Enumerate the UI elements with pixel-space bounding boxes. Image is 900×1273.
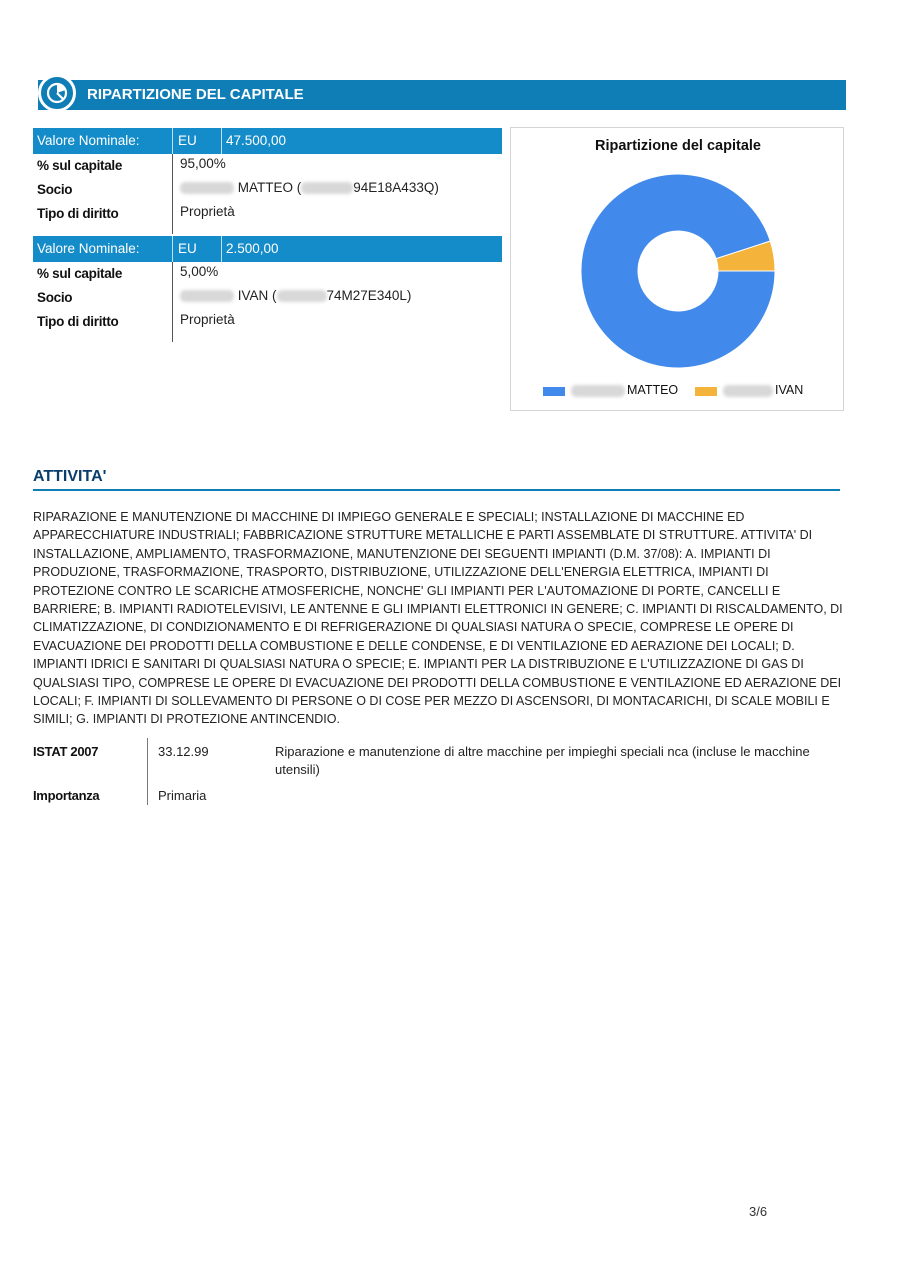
nominal-amount: 2.500,00 [226,241,279,256]
importanza-value: Primaria [158,788,207,803]
row-key: Socio [37,290,73,305]
row-value: 5,00% [180,264,219,279]
row-key: % sul capitale [37,266,123,281]
nominal-label: Valore Nominale: [37,133,140,148]
row-key: Tipo di diritto [37,314,119,329]
row-value: Proprietà [180,204,235,219]
page-number: 3/6 [749,1204,768,1219]
attivita-underline [33,489,840,491]
legend-label: MATTEO [627,383,679,397]
istat-description: Riparazione e manutenzione di altre macchine per impieghi speciali nca (incluse le macchine utensili) [275,744,810,777]
share-header [33,128,502,154]
legend-swatch [543,387,565,396]
share-block [33,128,502,236]
pie-slice-matteo [581,174,775,368]
donut-chart [511,128,843,410]
currency: EU [178,133,197,148]
share-row [33,262,502,284]
redacted-code [277,290,327,302]
redacted-surname [723,385,773,397]
currency: EU [178,241,197,256]
share-row [33,286,502,308]
legend-label: IVAN [775,383,804,397]
share-block [33,236,502,344]
importanza-label: Importanza [33,788,100,803]
row-key: Tipo di diritto [37,206,119,221]
share-row [33,310,502,332]
nominal-amount: 47.500,00 [226,133,287,148]
share-row [33,178,502,200]
redacted-surname [180,290,234,302]
attivita-title: ATTIVITA' [33,468,107,485]
attivita-description: RIPARAZIONE E MANUTENZIONE DI MACCHINE DI IMPIEGO GENERALE E SPECIALI; INSTALLAZIONE DI MACCHINE ED APPARECCHIATURE INDUSTRIALI; FABBRICAZIONE STRUTTURE METALLICHE E PARTI ASSEMBLATE DI STRUTTURE. ATTIVITA' DI INSTALLAZIONE, AMPLIAMENTO, TRASFORMAZIONE, MANUTENZIONE DEI SEGUENTI IMPIANTI (D.M. 37/08): A. IMPIANTI DI PRODUZIONE, TRASFORMAZIONE, TRASPORTO, DISTRIBUZIONE, UTILIZZAZIONE DELL'ENERGIA ELETTRICA, IMPIANTI DI PROTEZIONE CONTRO LE SCARICHE ATMOSFERICHE, NONCHE' GLI IMPIANTI PER L'AUTOMAZIONE DI PORTE, CANCELLI E BARRIERE; B. IMPIANTI RADIOTELEVISIVI, LE ANTENNE E GLI IMPIANTI ELETTRONICI IN GENERE; C. IMPIANTI DI RISCALDAMENTO, DI CLIMATIZZAZIONE, DI CONDIZIONAMENTO E DI REFRIGERAZIONE DI QUALSIASI NATURA O SPECIE, COMPRESE LE OPERE DI EVACUAZIONE DEI PRODOTTI DELLA COMBUSTIONE E DELLE CONDENSE, E DI VENTILAZIONE ED AERAZIONE DEI LOCALI; D. IMPIANTI IDRICI E SANITARI DI QUALSIASI NATURA O SPECIE; E. IMPIANTI PER LA DISTRIBUZIONE E L'UTILIZZAZIONE DI GAS DI QUALSIASI TIPO, COMPRESE LE OPERE DI EVACUAZIONE DEI PRODOTTI DELLA COMBUSTIONE E VENTILAZIONE ED AERAZIONE DEI LOCALI; F. IMPIANTI DI SOLLEVAMENTO DI PERSONE O DI COSE PER MEZZO DI ASCENSORI, DI MONTACARICHI, DI SCALE MOBILI E SIMILI; G. IMPIANTI DI PROTEZIONE ANTINCENDIO. [33,510,843,727]
redacted-surname [571,385,625,397]
chart-legend [511,383,845,401]
istat-label: ISTAT 2007 [33,744,99,759]
chart-panel [510,127,844,411]
row-value: 95,00% [180,156,226,171]
row-value: Proprietà [180,312,235,327]
share-row [33,154,502,176]
socio-value: MATTEO ( 94E18A433Q) [180,180,439,195]
legend-swatch [695,387,717,396]
istat-code: 33.12.99 [158,744,209,759]
socio-value: IVAN ( 74M27E340L) [180,288,411,303]
share-header [33,236,502,262]
row-key: % sul capitale [37,158,123,173]
row-key: Socio [37,182,73,197]
section-title: RIPARTIZIONE DEL CAPITALE [87,86,304,103]
redacted-surname [180,182,234,194]
chart-title: Ripartizione del capitale [595,138,761,154]
redacted-code [301,182,353,194]
pie-chart-icon [38,74,76,112]
share-row [33,202,502,224]
nominal-label: Valore Nominale: [37,241,140,256]
